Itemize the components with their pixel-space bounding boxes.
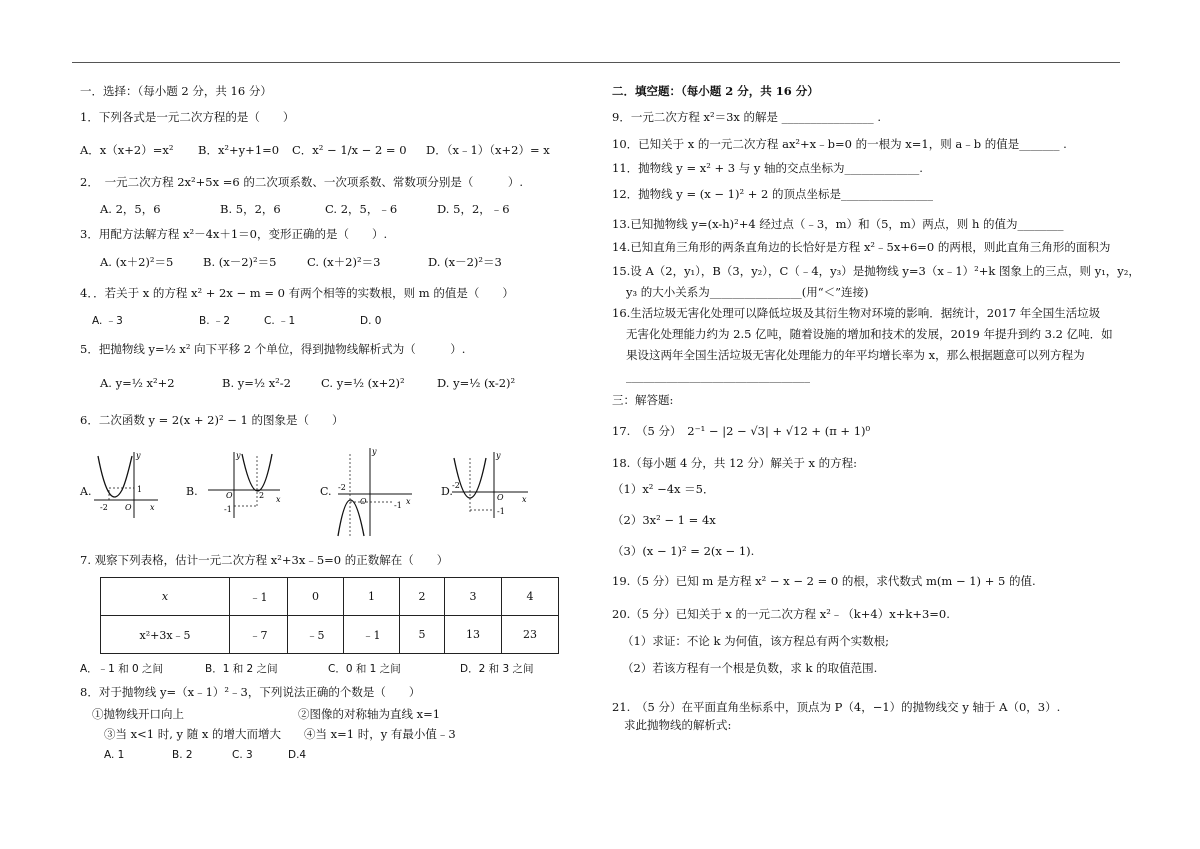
- svg-text:O: O: [125, 503, 132, 512]
- q3-option-c: C. (x＋2)²＝3: [307, 255, 381, 269]
- svg-text:-2: -2: [100, 503, 108, 512]
- svg-text:1: 1: [137, 485, 143, 494]
- q8-option-c: C. 3: [232, 749, 253, 761]
- header-rule: [72, 62, 1120, 63]
- q5-option-c: C. y=½ (x+2)²: [321, 376, 405, 390]
- table-cell: 3: [445, 578, 502, 616]
- q7-option-b: B．1 和 2 之间: [205, 663, 278, 675]
- svg-text:O: O: [226, 491, 233, 500]
- question-6: 6．二次函数 y = 2(x + 2)² − 1 的图象是（ ）: [80, 413, 344, 427]
- q1-option-d: D．（x﹣1）（x+2）= x: [426, 143, 550, 157]
- table-cell: x: [101, 578, 230, 616]
- q5-option-d: D. y=½ (x-2)²: [437, 376, 516, 390]
- question-16-answer-blank: ________________________________: [626, 369, 810, 383]
- svg-text:-2: -2: [452, 481, 460, 490]
- question-16-line3: 果设这两年全国生活垃圾无害化处理能力的年平均增长率为 x，那么根据题意可以列方程为: [626, 348, 1085, 362]
- question-1: 1．下列各式是一元二次方程的是（ ）: [80, 110, 295, 124]
- section-fill-title: 二．填空题：（每小题 2 分，共 16 分）: [612, 84, 819, 98]
- svg-text:O: O: [360, 497, 367, 506]
- q8-option-d: D.4: [288, 749, 307, 761]
- svg-text:-2: -2: [338, 483, 346, 492]
- q7-option-d: D．2 和 3 之间: [460, 663, 534, 675]
- question-9: 9．一元二次方程 x²＝3x 的解是 ________________ .: [612, 110, 881, 124]
- question-13: 13.已知抛物线 y=(x-h)²+4 经过点（﹣3，m）和（5，m）两点，则 h 的值为________: [612, 217, 1064, 231]
- graph-d: [448, 448, 532, 520]
- question-21-line2: 求此抛物线的解析式:: [624, 718, 732, 732]
- q2-option-d: D. 5，2，﹣6: [437, 202, 510, 216]
- svg-text:x: x: [522, 495, 527, 504]
- q8-option-a: A. 1: [104, 749, 125, 761]
- question-10: 10．已知关于 x 的一元二次方程 ax²+x﹣b=0 的一根为 x=1，则 a﹣b 的值是_______ .: [612, 137, 1067, 151]
- question-16-line1: 16.生活垃圾无害化处理可以降低垃圾及其衍生物对环境的影响．据统计，2017 年全国生活垃圾: [612, 306, 1101, 320]
- section-choice-title: 一．选择：（每小题 2 分，共 16 分）: [80, 84, 272, 98]
- q4-option-d: D. 0: [360, 315, 382, 327]
- table-row: [101, 578, 559, 616]
- question-18-part-1: （1）x² −4x ＝5．: [612, 482, 715, 496]
- svg-text:-1: -1: [394, 501, 402, 510]
- table-cell: ﹣7: [230, 616, 288, 654]
- question-18: 18.（每小题 4 分，共 12 分）解关于 x 的方程:: [612, 456, 858, 470]
- table-cell: 4: [502, 578, 559, 616]
- graph-c-label: C.: [320, 485, 332, 498]
- q4-option-a: A. ﹣3: [92, 315, 123, 327]
- question-8: 8．对于抛物线 y=（x﹣1）²﹣3，下列说法正确的个数是（ ）: [80, 685, 421, 699]
- question-7: 7. 观察下列表格，估计一元二次方程 x²+3x﹣5=0 的正数解在（ ）: [80, 553, 449, 567]
- svg-text:2: 2: [259, 491, 265, 500]
- svg-text:x: x: [406, 497, 411, 506]
- question-15-line1: 15.设 A（2，y₁），B（3，y₂），C（﹣4，y₃）是抛物线 y=3（x﹣1）²+k 图象上的三点，则 y₁，y₂，: [612, 264, 1140, 278]
- question-14: 14.已知直角三角形的两条直角边的长恰好是方程 x²﹣5x+6=0 的两根，则此直角三角形的面积为: [612, 240, 1111, 254]
- graph-b-label: B.: [186, 485, 198, 498]
- question-17: 17. （5 分） 2⁻¹ − |2 − √3| + √12 + (π + 1)⁰: [612, 424, 871, 438]
- graph-d-label: D.: [441, 485, 453, 498]
- graph-c: [334, 444, 416, 540]
- table-cell: 13: [445, 616, 502, 654]
- table-cell: 2: [400, 578, 445, 616]
- svg-text:x: x: [150, 503, 155, 512]
- value-table: [100, 577, 559, 654]
- q8-statement-1: ①抛物线开口向上: [92, 707, 184, 721]
- question-16-line2: 无害化处理能力约为 2.5 亿吨，随着设施的增加和技术的发展，2019 年提升到约 3.2 亿吨．如: [626, 327, 1113, 341]
- svg-text:-1: -1: [224, 505, 232, 514]
- section-solve-title: 三：解答题:: [612, 393, 674, 407]
- svg-text:-1: -1: [497, 507, 505, 516]
- table-cell: ﹣5: [288, 616, 344, 654]
- q4-option-c: C. ﹣1: [264, 315, 296, 327]
- svg-text:O: O: [497, 493, 504, 502]
- q3-option-b: B. (x－2)²＝5: [203, 255, 277, 269]
- question-2: 2． 一元二次方程 2x²+5x =6 的二次项系数、一次项系数、常数项分别是（ ）.: [80, 175, 523, 189]
- graph-a: [92, 448, 164, 520]
- q4-option-b: B. ﹣2: [199, 315, 231, 327]
- question-11: 11．抛物线 y = x² + 3 与 y 轴的交点坐标为_____________.: [612, 161, 923, 175]
- question-19: 19.（5 分）已知 m 是方程 x² − x − 2 = 0 的根，求代数式 m(m − 1) + 5 的值.: [612, 574, 1036, 588]
- question-20: 20.（5 分）已知关于 x 的一元二次方程 x²﹣（k+4）x+k+3=0.: [612, 607, 950, 621]
- question-12: 12．抛物线 y = (x − 1)² + 2 的顶点坐标是________________: [612, 187, 933, 201]
- table-cell: 0: [288, 578, 344, 616]
- q2-option-b: B. 5，2，6: [220, 202, 281, 216]
- q2-option-a: A. 2，5，6: [100, 202, 161, 216]
- q5-option-b: B. y=½ x²-2: [222, 376, 291, 390]
- q1-option-c: C．x² − 1/x − 2 = 0: [292, 143, 407, 157]
- svg-text:y: y: [496, 451, 501, 460]
- table-cell: ﹣1: [230, 578, 288, 616]
- q3-option-d: D. (x－2)²＝3: [428, 255, 502, 269]
- question-18-part-2: （2）3x² − 1 = 4x: [612, 513, 716, 527]
- table-cell: 23: [502, 616, 559, 654]
- q1-option-b: B．x²+y+1=0: [198, 143, 280, 157]
- question-5: 5．把抛物线 y=½ x² 向下平移 2 个单位，得到抛物线解析式为（ ）.: [80, 342, 466, 356]
- question-4: 4．．若关于 x 的方程 x² + 2x − m = 0 有两个相等的实数根，则 m 的值是（ ）: [80, 286, 514, 300]
- q7-option-c: C．0 和 1 之间: [328, 663, 401, 675]
- q1-option-a: A．x（x+2）=x²: [80, 143, 174, 157]
- q8-statement-2: ②图像的对称轴为直线 x=1: [298, 707, 441, 721]
- question-3: 3．用配方法解方程 x²－4x＋1＝0，变形正确的是（ ）.: [80, 227, 388, 241]
- table-cell: 1: [344, 578, 400, 616]
- question-20-part-1: （1）求证：不论 k 为何值，该方程总有两个实数根;: [622, 634, 889, 648]
- q7-option-a: A．﹣1 和 0 之间: [80, 663, 164, 675]
- table-row: [101, 616, 559, 654]
- svg-text:y: y: [372, 447, 377, 456]
- question-15-line2: y₃ 的大小关系为________________(用“＜”连接): [626, 285, 869, 299]
- svg-text:y: y: [236, 451, 241, 460]
- graph-a-label: A.: [80, 485, 92, 498]
- table-cell: 5: [400, 616, 445, 654]
- q8-option-b: B. 2: [172, 749, 193, 761]
- graph-b: [204, 448, 284, 520]
- svg-text:y: y: [136, 451, 141, 460]
- q3-option-a: A. (x＋2)²＝5: [100, 255, 174, 269]
- table-cell: ﹣1: [344, 616, 400, 654]
- question-20-part-2: （2）若该方程有一个根是负数，求 k 的取值范围.: [622, 661, 878, 675]
- q8-statement-3: ③当 x<1 时, y 随 x 的增大而增大: [104, 727, 282, 741]
- svg-text:x: x: [276, 495, 281, 504]
- q2-option-c: C. 2，5，﹣6: [325, 202, 398, 216]
- q8-statement-4: ④当 x=1 时，y 有最小值﹣3: [304, 727, 456, 741]
- question-21-line1: 21. （5 分）在平面直角坐标系中，顶点为 P（4，−1）的抛物线交 y 轴于 A（0，3）.: [612, 700, 1061, 714]
- q5-option-a: A. y=½ x²+2: [100, 376, 175, 390]
- table-cell: x²+3x﹣5: [101, 616, 230, 654]
- question-18-part-3: （3）(x − 1)² = 2(x − 1).: [612, 544, 755, 558]
